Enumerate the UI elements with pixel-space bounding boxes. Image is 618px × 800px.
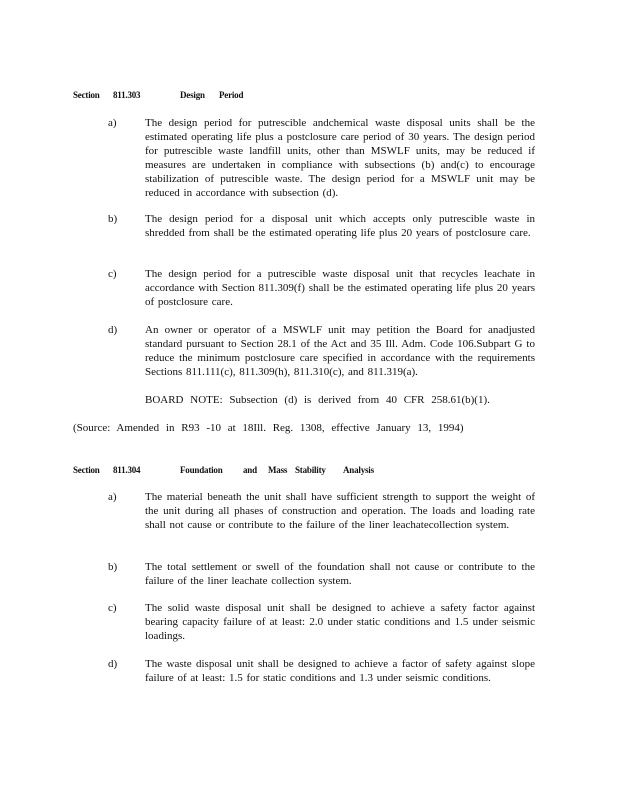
item-text: The total settlement or swell of the foundation shall not cause or contribute to the failure of the liner leachate collection system. [145,561,535,587]
item-text: The design period for putrescible andchemical waste disposal units shall be the estimated operating life plus a postclosure care period of 30 years. The design period for putrescible waste landfill units, other than MSWLF units, may be reduced if measures are undertaken in compliance with subsections (b) and(c) to encourage stabilization of putrescible waste. The design period for a MSWLF unit may be reduced in accordance with subsection (d). [145,117,535,199]
section-number: 811.304 [113,465,141,475]
section-number: 811.303 [113,90,141,100]
section-title-word: and [243,465,257,475]
item-marker: a) [108,117,117,129]
item-marker: c) [108,268,117,280]
section-title-word: Mass [268,465,288,475]
item-marker: c) [108,602,117,614]
item-text: The design period for a disposal unit which accepts only putrescible waste in shredded from shall be the estimated operating life plus 20 years of postclosure care. [145,213,535,239]
item-text: The waste disposal unit shall be designed to achieve a factor of safety against slope failure of at least: 1.5 for static conditions and 1.3 under seismic conditions. [145,658,535,684]
item-marker: b) [108,561,118,573]
item-marker: d) [108,658,118,670]
section-title-word: Foundation [180,465,223,475]
item-marker: a) [108,491,117,503]
section-title-word: Stability [295,465,326,475]
section-label: Section [73,465,100,475]
source-note: (Source: Amended in R93 -10 at 18Ill. Reg. 1308, effective January 13, 1994) [73,422,464,434]
item-marker: d) [108,324,118,336]
board-note: BOARD NOTE: Subsection (d) is derived from 40 CFR 258.61(b)(1). [145,394,490,406]
section-title-word: Period [219,90,244,100]
section-title-word: Design [180,90,205,100]
section-label: Section [73,90,100,100]
item-text: The solid waste disposal unit shall be designed to achieve a safety factor against bearing capacity failure of at least: 2.0 under static conditions and 1.5 under seismic loadings. [145,602,535,642]
item-marker: b) [108,213,118,225]
item-text: The material beneath the unit shall have sufficient strength to support the weight of the unit during all phases of construction and operation. The loads and loading rate shall not cause or contribute to the failure of the liner leachatecollection system. [145,491,535,531]
section-title-word: Analysis [343,465,374,475]
item-text: The design period for a putrescible waste disposal unit that recycles leachate in accordance with Section 811.309(f) shall be the estimated operating life plus 20 years of postclosure care. [145,268,535,308]
item-text: An owner or operator of a MSWLF unit may petition the Board for anadjusted standard pursuant to Section 28.1 of the Act and 35 Ill. Adm. Code 106.Subpart G to reduce the minimum postclosure care specified in accordance with the requirements Sections 811.111(c), 811.309(h), 811.310(c), and 811.319(a). [145,324,535,378]
